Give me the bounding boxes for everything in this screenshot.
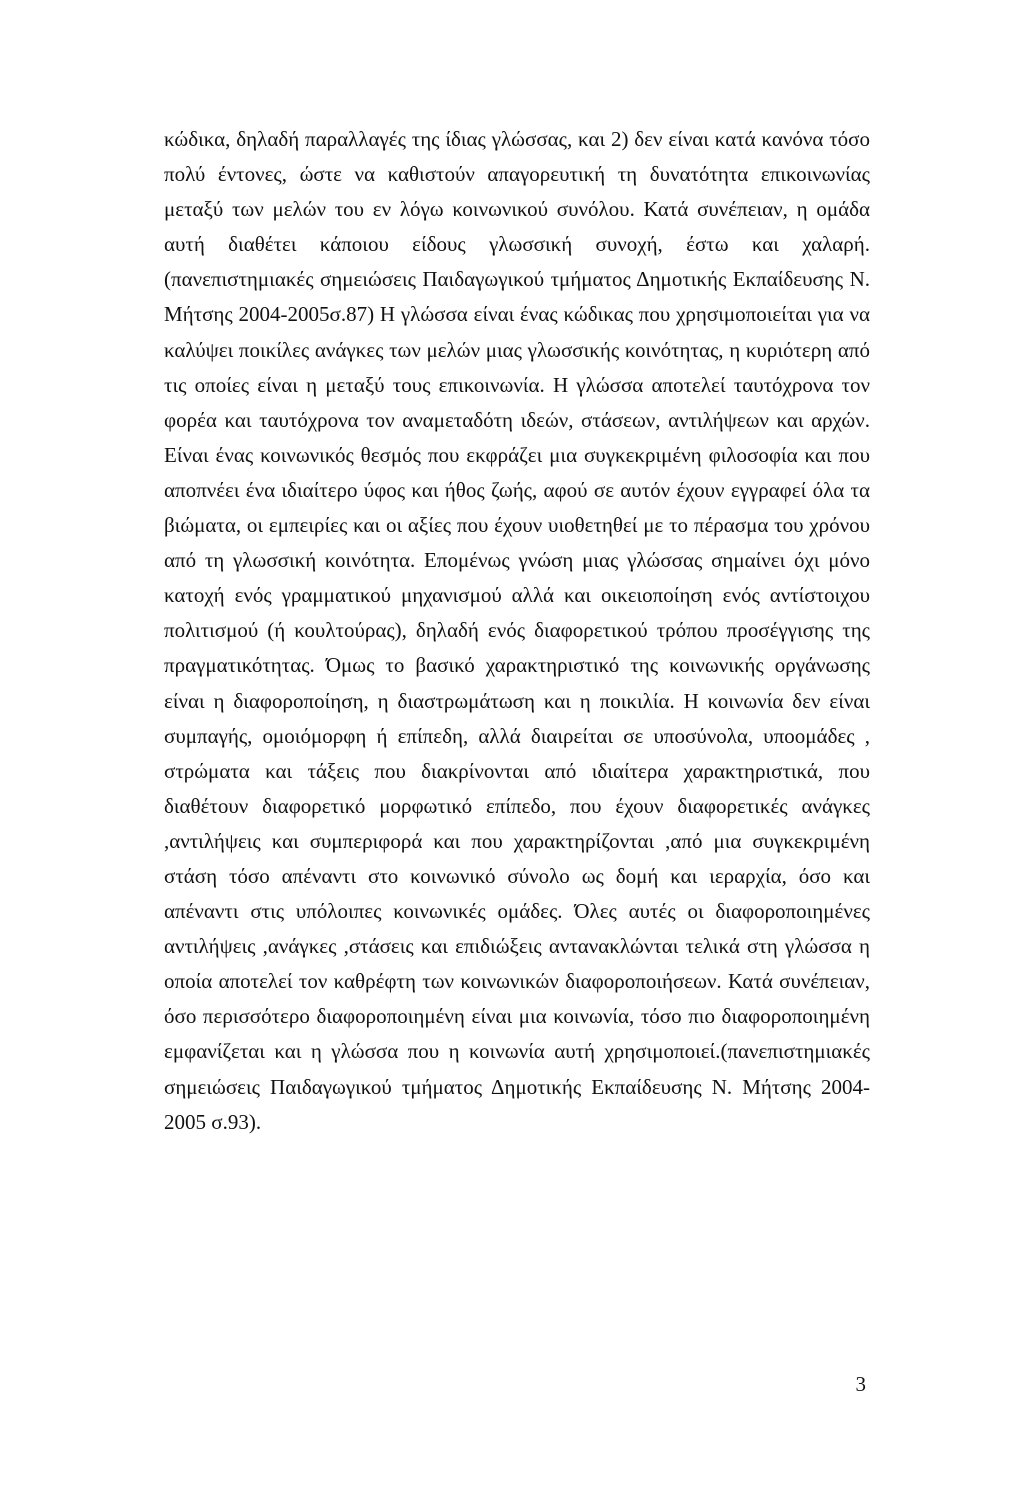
body-paragraph: κώδικα, δηλαδή παραλλαγές της ίδιας γλώσσας, και 2) δεν είναι κατά κανόνα τόσο πολύ έντονες, ώστε να καθιστούν απαγορευτική τη δυνατότητα επικοινωνίας μεταξύ των μελών του εν λόγω κοινωνικού συνόλου. Κατά συνέπειαν, η ομάδα αυτή διαθέτει κάποιου είδους γλωσσική συνοχή, έστω και χαλαρή.(πανεπιστημιακές σημειώσεις Παιδαγωγικού τμήματος Δημοτικής Εκπαίδευσης Ν. Μήτσης 2004-2005σ.87) Η γλώσσα είναι ένας κώδικας που χρησιμοποιείται για να καλύψει ποικίλες ανάγκες των μελών μιας γλωσσικής κοινότητας, η κυριότερη από τις οποίες είναι η μεταξύ τους επικοινωνία. Η γλώσσα αποτελεί ταυτόχρονα τον φορέα και ταυτόχρονα τον αναμεταδότη ιδεών, στάσεων, αντιλήψεων και αρχών. Είναι ένας κοινωνικός θεσμός που εκφράζει μια συγκεκριμένη φιλοσοφία και που αποπνέει ένα ιδιαίτερο ύφος και ήθος ζωής, αφού σε αυτόν έχουν εγγραφεί όλα τα βιώματα, οι εμπειρίες και οι αξίες που έχουν υιοθετηθεί με το πέρασμα του χρόνου από τη γλωσσική κοινότητα. Επομένως γνώση μιας γλώσσας σημαίνει όχι μόνο κατοχή ενός γραμματικού μηχανισμού αλλά και οικειοποίηση ενός αντίστοιχου πολιτισμού (ή κουλτούρας), δηλαδή ενός διαφορετικού τρόπου προσέγγισης της πραγματικότητας. Όμως το βασικό χαρακτηριστικό της κοινωνικής οργάνωσης είναι η διαφοροποίηση, η διαστρωμάτωση και η ποικιλία. Η κοινωνία δεν είναι συμπαγής, ομοιόμορφη ή επίπεδη, αλλά διαιρείται σε υποσύνολα, υποομάδες , στρώματα και τάξεις που διακρίνονται από ιδιαίτερα χαρακτηριστικά, που διαθέτουν διαφορετικό μορφωτικό επίπεδο, που έχουν διαφορετικές ανάγκες ,αντιλήψεις και συμπεριφορά και που χαρακτηρίζονται ,από μια συγκεκριμένη στάση τόσο απέναντι στο κοινωνικό σύνολο ως δομή και ιεραρχία, όσο και απέναντι στις υπόλοιπες κοινωνικές ομάδες. Όλες αυτές οι διαφοροποιημένες αντιλήψεις ,ανάγκες ,στάσεις και επιδιώξεις αντανακλώνται τελικά στη γλώσσα η οποία αποτελεί τον καθρέφτη των κοινωνικών διαφοροποιήσεων. Κατά συνέπειαν, όσο περισσότερο διαφοροποιημένη είναι μια κοινωνία, τόσο πιο διαφοροποιημένη εμφανίζεται και η γλώσσα που η κοινωνία αυτή χρησιμοποιεί.(πανεπιστημιακές σημειώσεις Παιδαγωγικού τμήματος Δημοτικής Εκπαίδευσης Ν. Μήτσης 2004-2005 σ.93). xyxy=(164,127,870,1134)
page-number: 3 xyxy=(855,1372,866,1396)
